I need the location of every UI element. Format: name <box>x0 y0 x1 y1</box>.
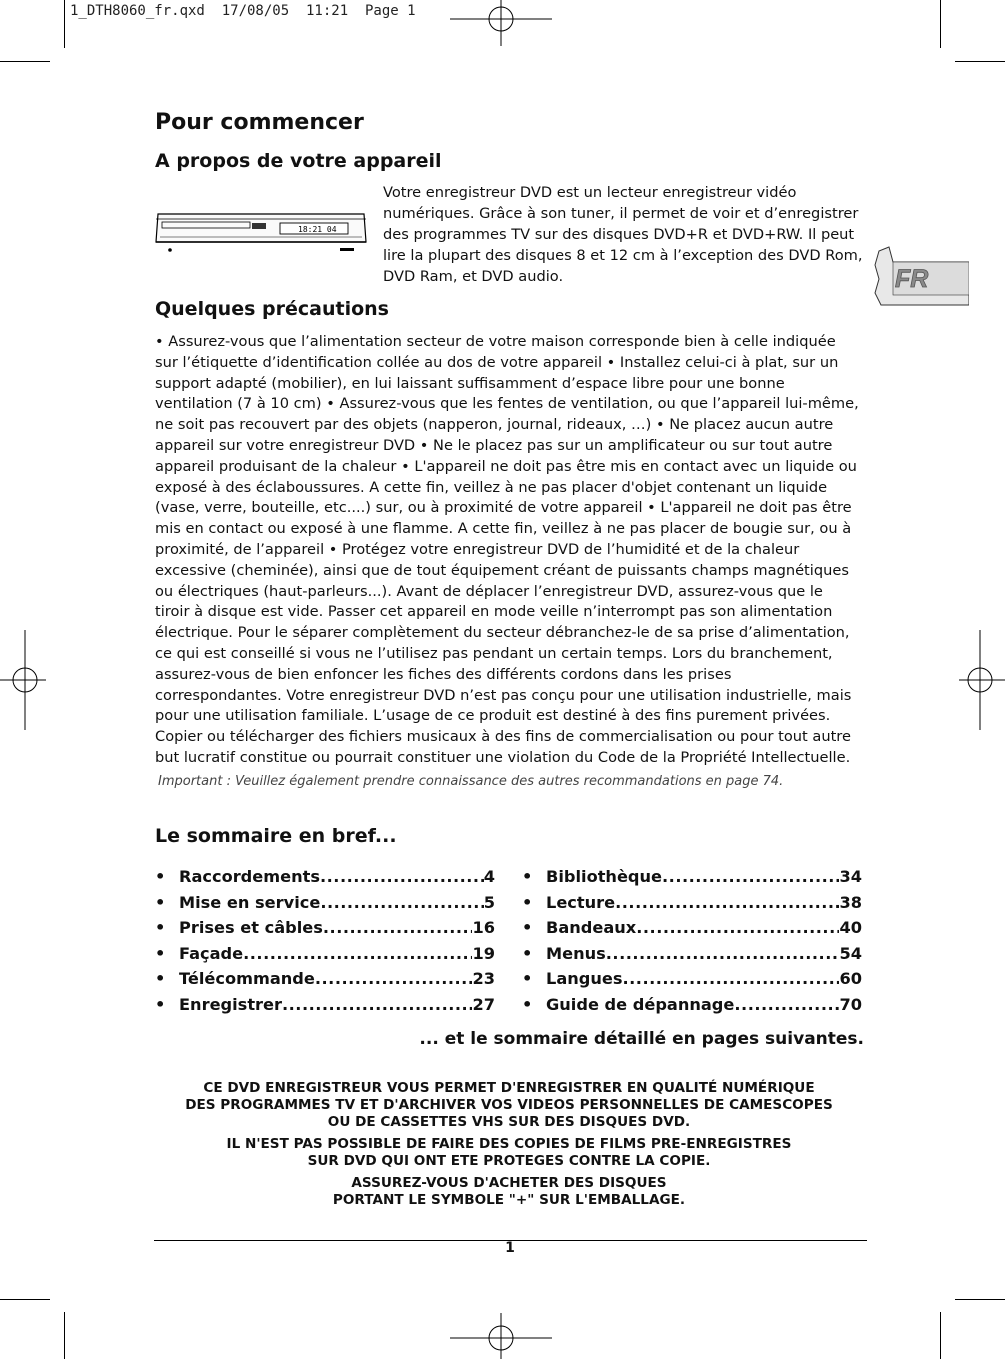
toc-item[interactable] <box>155 992 495 1018</box>
toc-item[interactable] <box>522 915 862 941</box>
toc-bullet: • <box>522 918 533 938</box>
toc-leader <box>323 915 473 941</box>
summary-heading: Le sommaire en bref... <box>155 825 397 847</box>
toc-right-column <box>522 864 862 1018</box>
page-title: Pour commencer <box>155 110 364 135</box>
crop-mark <box>0 61 50 62</box>
toc-leader <box>320 864 484 890</box>
toc-label: Façade <box>179 943 244 963</box>
toc-page: 23 <box>472 969 495 989</box>
toc-label: Guide de dépannage <box>546 994 735 1014</box>
notice-block <box>155 1175 863 1209</box>
notice-line: OU DE CASSETTES VHS SUR DES DISQUES DVD. <box>327 1114 691 1130</box>
toc-bullet: • <box>522 892 533 912</box>
toc-label: Raccordements <box>179 867 320 886</box>
toc-leader <box>315 966 473 992</box>
notice-block <box>155 1080 863 1131</box>
toc-label: Langues <box>546 969 623 989</box>
toc-page: 19 <box>472 943 495 963</box>
notice-line: PORTANT LE SYMBOLE "+" SUR L'EMBALLAGE. <box>332 1192 686 1208</box>
toc-item[interactable] <box>155 890 495 916</box>
precautions-text: • Assurez-vous que l’alimentation secteur de votre maison corresponde bien à celle indiquée sur l’étiquette d’identification collée au dos de votre appareil • Installez celui-ci à plat, sur un support adapté (mobilier), en lui laissant suffisamment d’espace libre pour une bonne ventilation (7 à 10 cm) • Assurez-vous que les fentes de ventilation, ou que l’appareil lui-même, ne soit pas recouvert par des objets (napperon, journal, rideaux, …) • Ne placez aucun autre appareil sur votre enregistreur DVD • Ne le placez pas sur un amplificateur ou sur tout autre appareil produisant de la chaleur • L'appareil ne doit pas être mis en contact avec un liquide ou exposé à des éclaboussures. A cette fin, veillez à ne pas placer d'objet contenant un liquide (vase, verre, bouteille, etc....) sur, ou à proximité de votre appareil • L'appareil ne doit pas être mis en contact ou exposé à une flamme. A cette fin, veillez à ne pas placer de bougie sur, ou à proximité, de l’appareil • Protégez votre enregistreur DVD de l’humidité et de la chaleur excessive (cheminée), ainsi que de tout équipement créant de puissants champs magnétiques ou électriques (haut-parleurs...). Avant de déplacer l’enregistreur DVD, assurez-vous que le tiroir à disque est vide. Passer cet appareil en mode veille n’interrompt pas son alimentation électrique. Pour le séparer complètement du secteur débranchez-le de sa prise d’alimentation, ce qui est conseillé si vous ne l’utilisez pas pendant un certain temps. Lors du branchement, assurez-vous de bien enfoncer les fiches des différents cordons dans les prises correspondantes. Votre enregistreur DVD n’est pas conçu pour une utilisation industrielle, mais pour une utilisation familiale. L’usage de ce produit est destiné à des fins purement privées. Copier ou télécharger des fichiers musicaux à des fins de commercialisation ou pour tout autre but lucratif constitue ou pourrait constituer une violation du Code de la Propriété Intellectuelle. <box>155 333 859 766</box>
toc-page: 5 <box>483 892 495 912</box>
toc-leader <box>606 941 840 967</box>
toc-page: 16 <box>472 918 495 938</box>
toc-leader <box>282 992 472 1018</box>
important-note: Important : Veuillez également prendre connaissance des autres recommandations en page 74. <box>158 774 784 789</box>
registration-mark-left <box>0 630 46 730</box>
toc-continued-note: ... et le sommaire détaillé en pages suivantes. <box>419 1029 864 1049</box>
toc-label: Prises et câbles <box>179 918 323 938</box>
toc-bullet: • <box>155 918 166 938</box>
toc-label: Bibliothèque <box>546 867 663 886</box>
registration-mark-right <box>959 630 1005 730</box>
toc-label: Télécommande <box>179 969 315 989</box>
toc-page: 4 <box>483 867 495 886</box>
toc-label: Lecture <box>546 892 616 912</box>
registration-mark-top <box>450 0 552 46</box>
toc-page: 34 <box>839 867 862 886</box>
toc-leader <box>734 992 839 1018</box>
notice-line: DES PROGRAMMES TV ET D'ARCHIVER VOS VIDEOS PERSONNELLES DE CAMESCOPES <box>185 1097 833 1113</box>
toc-page: 60 <box>839 969 862 989</box>
toc-leader <box>662 864 839 890</box>
toc-bullet: • <box>155 867 166 886</box>
toc-leader <box>623 966 840 992</box>
language-tab-label: FR <box>895 265 929 293</box>
crop-mark <box>64 0 65 48</box>
crop-mark <box>955 61 1005 62</box>
toc-item[interactable] <box>155 941 495 967</box>
toc-item[interactable] <box>522 966 862 992</box>
toc-item[interactable] <box>155 864 495 890</box>
toc-leader <box>320 890 483 916</box>
about-text: Votre enregistreur DVD est un lecteur enregistreur vidéo numériques. Grâce à son tuner, il permet de voir et d’enregistrer des programmes TV sur des disques DVD+R et DVD+RW. Il peut lire la plupart des disques 8 et 12 cm à l’exception des DVD Rom, DVD Ram, et DVD audio. <box>383 184 863 285</box>
toc-page: 54 <box>839 943 862 963</box>
toc-label: Enregistrer <box>179 994 282 1014</box>
crop-mark <box>955 1299 1005 1300</box>
toc-bullet: • <box>155 969 166 989</box>
device-display: 18:21 04 <box>298 225 337 234</box>
print-slug: 1_DTH8060_fr.qxd 17/08/05 11:21 Page 1 <box>70 3 416 19</box>
toc-page: 27 <box>472 994 495 1014</box>
notice-block <box>155 1136 863 1170</box>
notice-line: ASSUREZ-VOUS D'ACHETER DES DISQUES <box>351 1175 667 1191</box>
language-tab <box>873 245 969 309</box>
toc-item[interactable] <box>522 864 862 890</box>
toc-leader <box>243 941 472 967</box>
notice-line: SUR DVD QUI ONT ETE PROTEGES CONTRE LA COPIE. <box>307 1153 711 1169</box>
toc-item[interactable] <box>522 992 862 1018</box>
crop-mark <box>940 0 941 48</box>
toc-left-column <box>155 864 495 1018</box>
toc-bullet: • <box>155 943 166 963</box>
toc-page: 38 <box>839 892 862 912</box>
toc-bullet: • <box>155 892 166 912</box>
toc-bullet: • <box>522 969 533 989</box>
toc-label: Mise en service <box>179 892 321 912</box>
toc-item[interactable] <box>522 941 862 967</box>
toc-item[interactable] <box>522 890 862 916</box>
toc-item[interactable] <box>155 966 495 992</box>
notice-line: IL N'EST PAS POSSIBLE DE FAIRE DES COPIES DE FILMS PRE-ENREGISTRES <box>226 1136 792 1152</box>
crop-mark <box>0 1299 50 1300</box>
toc-bullet: • <box>155 994 166 1014</box>
toc-label: Menus <box>546 943 606 963</box>
crop-mark <box>940 1312 941 1359</box>
about-heading: A propos de votre appareil <box>155 150 442 172</box>
registration-mark-bottom <box>450 1313 552 1359</box>
toc-bullet: • <box>522 943 533 963</box>
crop-mark <box>64 1312 65 1359</box>
toc-bullet: • <box>522 994 533 1014</box>
toc-label: Bandeaux <box>546 918 637 938</box>
toc-page: 70 <box>839 994 862 1014</box>
toc-bullet: • <box>522 867 533 886</box>
toc-leader <box>615 890 839 916</box>
toc-leader <box>636 915 839 941</box>
notice-line: CE DVD ENREGISTREUR VOUS PERMET D'ENREGISTRER EN QUALITÉ NUMÉRIQUE <box>203 1080 815 1096</box>
dvd-recorder-illustration <box>152 208 370 256</box>
precautions-heading: Quelques précautions <box>155 298 389 320</box>
toc-item[interactable] <box>155 915 495 941</box>
page-number: 1 <box>505 1240 515 1256</box>
toc-page: 40 <box>839 918 862 938</box>
